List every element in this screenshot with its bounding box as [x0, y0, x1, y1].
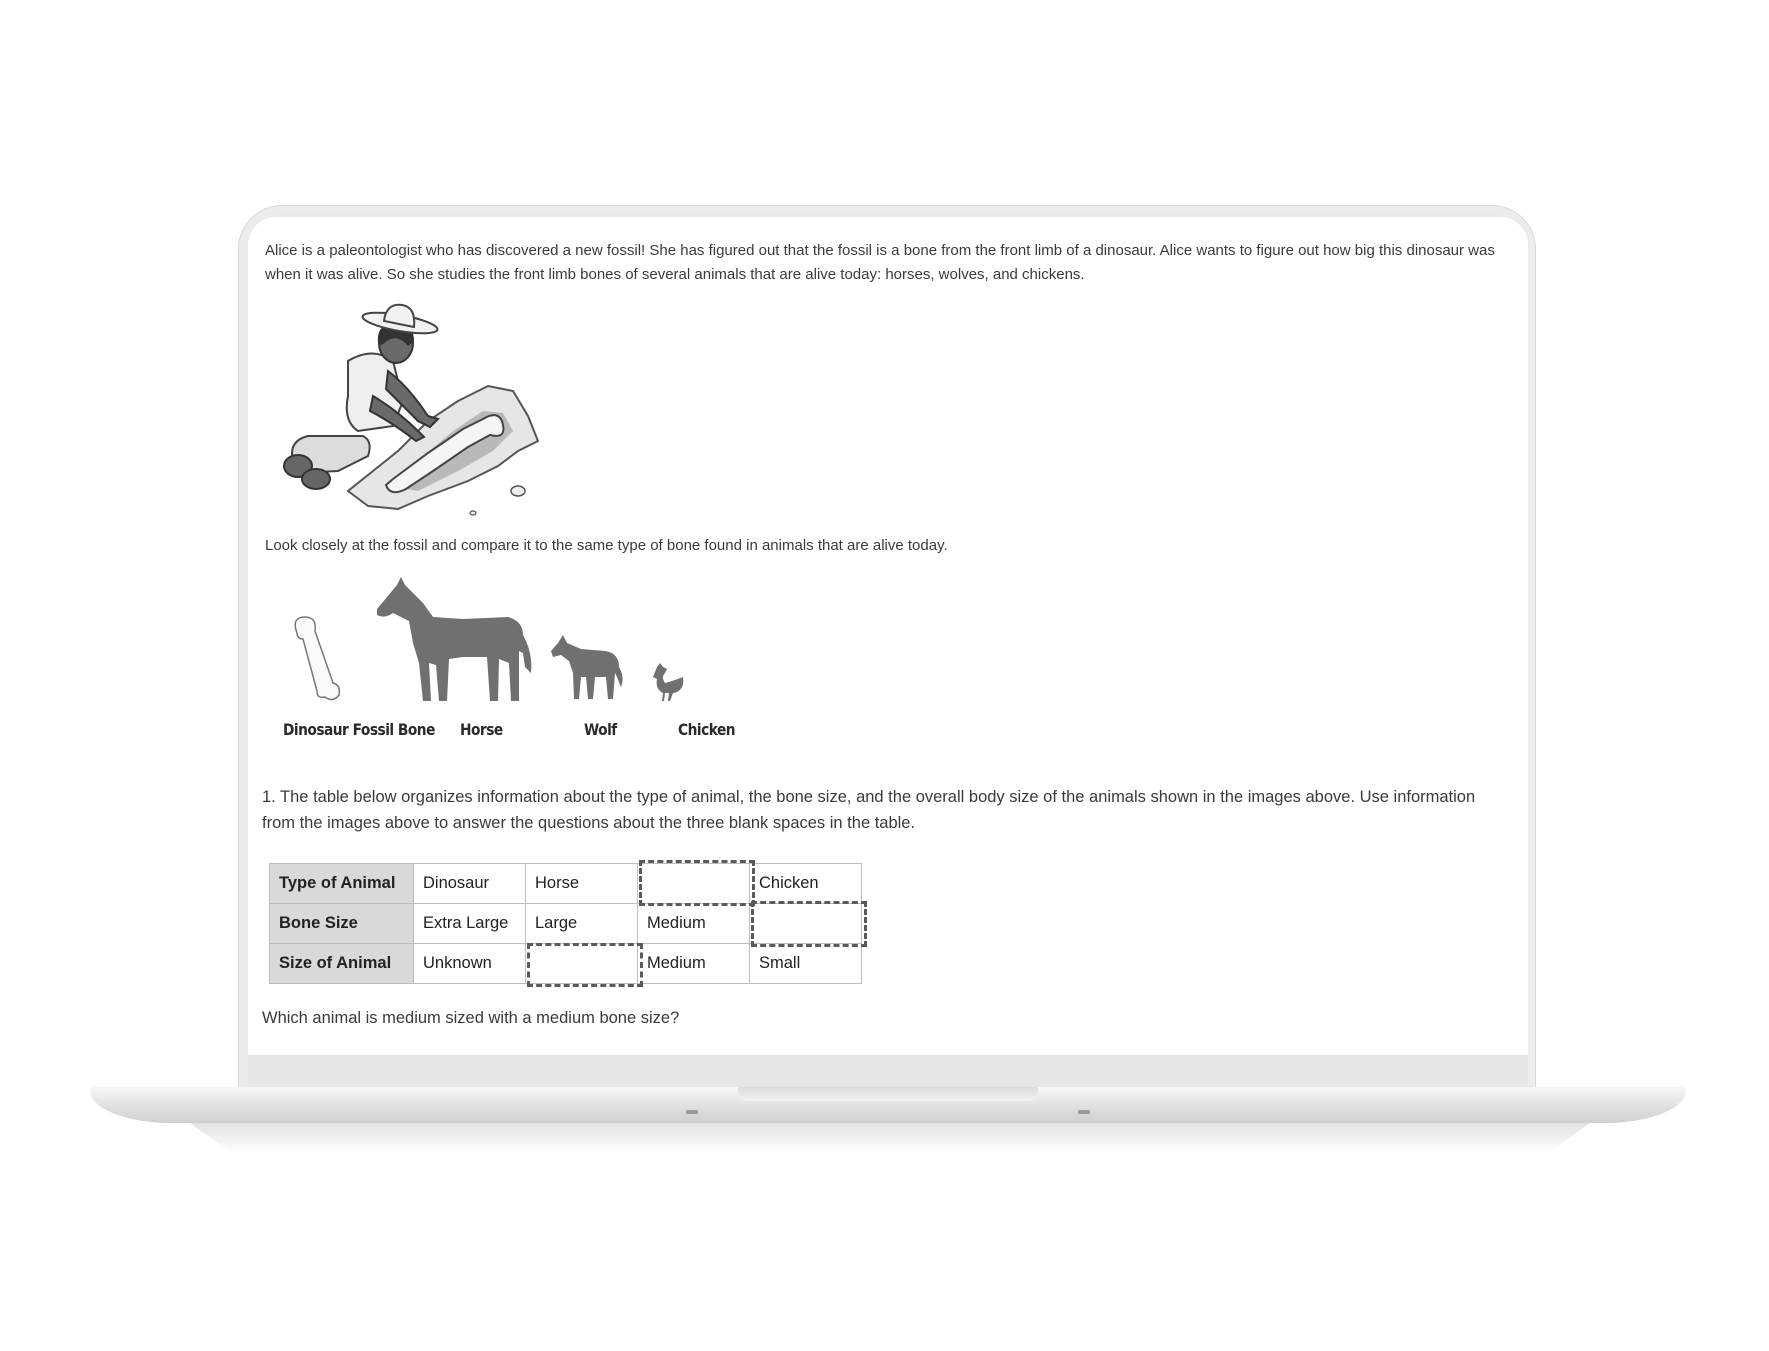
- table-row: [270, 864, 862, 904]
- wolf-icon: [551, 635, 623, 699]
- table-cell: Chicken: [750, 864, 862, 904]
- row-header: Bone Size: [270, 904, 414, 944]
- horse-icon: [377, 577, 531, 701]
- table-cell: Medium: [638, 904, 750, 944]
- answer-blank-animal-size[interactable]: [527, 943, 643, 987]
- laptop-screen: [248, 217, 1528, 1055]
- fossil-bone-icon: [295, 617, 339, 700]
- intro-paragraph: Alice is a paleontologist who has discovered a new fossil! She has figured out that the fossil is a bone from the front limb of a dinosaur. Alice wants to figure out how big this dinosaur was when it was alive. So she studies the front limb bones of several animals that are alive today: horses, wolves, and chickens.: [265, 242, 1495, 283]
- laptop-notch: [738, 1087, 1038, 1101]
- question-1-text: 1. The table below organizes information about the type of animal, the bone size, and the overall body size of the animals shown in the images above. Use information from the images above to answer the questions about the three blank spaces in the table.: [262, 788, 1476, 832]
- row-header: Type of Animal: [270, 864, 414, 904]
- table-cell: Large: [526, 904, 638, 944]
- caption-horse: Horse: [460, 720, 503, 739]
- caption-wolf: Wolf: [584, 720, 617, 739]
- chicken-icon: [653, 663, 683, 701]
- row-header: Size of Animal: [270, 944, 414, 984]
- paleontologist-illustration: [278, 301, 578, 516]
- table-cell: Dinosaur: [414, 864, 526, 904]
- instruction-text: Look closely at the fossil and compare it to the same type of bone found in animals that are alive today.: [265, 537, 948, 554]
- answer-blank-type[interactable]: [639, 860, 755, 906]
- laptop-shadow: [190, 1123, 1590, 1153]
- laptop-screen-chin: [248, 1055, 1528, 1088]
- animal-comparison-image: [273, 573, 736, 743]
- table-cell: Horse: [526, 864, 638, 904]
- table-cell: Medium: [638, 944, 750, 984]
- question-2-text: Which animal is medium sized with a medium bone size?: [262, 1009, 680, 1027]
- table-cell: Small: [750, 944, 862, 984]
- laptop-foot: [1078, 1110, 1090, 1114]
- caption-chicken: Chicken: [678, 720, 736, 739]
- table-cell: Extra Large: [414, 904, 526, 944]
- caption-fossil: Dinosaur Fossil Bone: [283, 720, 435, 739]
- table-cell: Unknown: [414, 944, 526, 984]
- answer-blank-bone-size[interactable]: [751, 901, 867, 947]
- laptop-foot: [686, 1110, 698, 1114]
